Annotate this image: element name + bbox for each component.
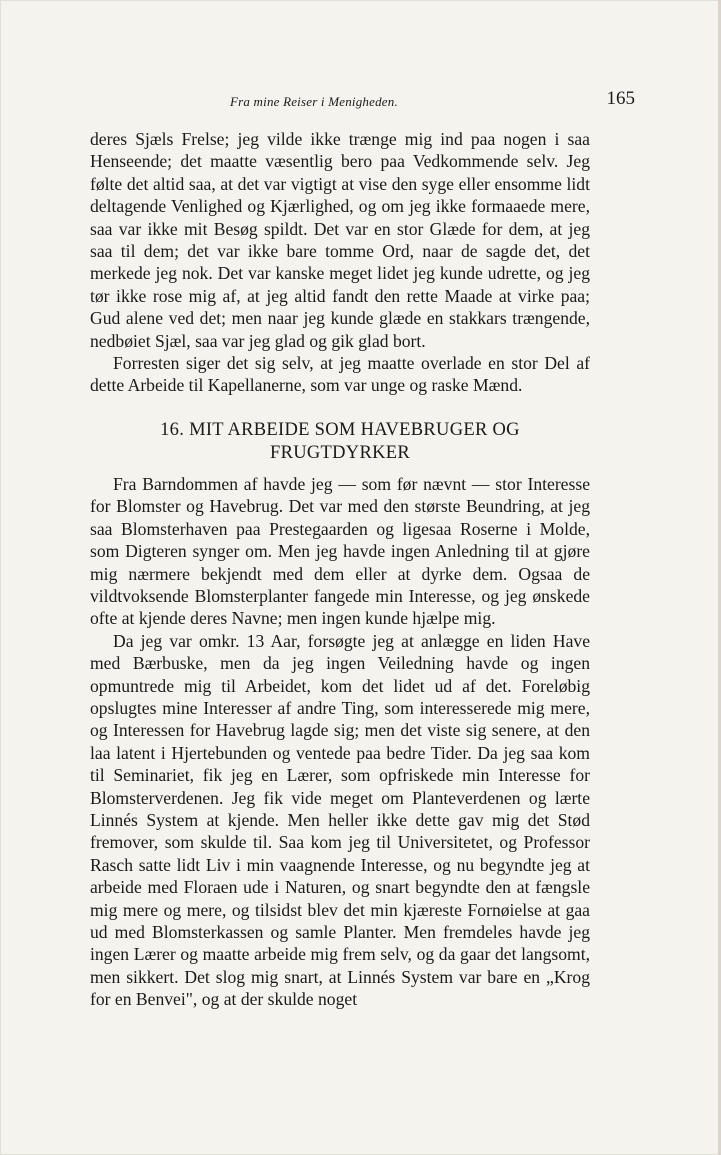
paragraph-1: deres Sjæls Frelse; jeg vilde ikke trænge mig ind paa nogen i saa Henseende; det maatte væsentlig bero paa Vedkommende selv. Jeg følte det altid saa, at det var vigtigt at vise den syge eller ensomme lidt deltagende Venlighed og Kjærlighed, og om jeg ikke formaaede mere, saa var ikke mit Besøg spildt. Det var en stor Glæde for dem, at jeg saa til dem; det var ikke bare tomme Ord, naar de sagde det, det merkede jeg nok. Det var kanske meget lidet jeg kunde udrette, og jeg tør ikke rose mig af, at jeg altid fandt den rette Maade at virke paa; Gud alene ved det; men naar jeg kunde glæde en stakkars trængende, nedbøiet Sjæl, saa var jeg glad og gik glad bort. <box>90 129 590 351</box>
running-head: Fra mine Reiser i Menigheden. <box>230 94 398 109</box>
section-heading <box>90 419 590 465</box>
page-header <box>90 88 635 118</box>
page-number: 165 <box>606 88 635 109</box>
body-text <box>90 128 590 1011</box>
paragraph-4: Da jeg var omkr. 13 Aar, forsøgte jeg at anlægge en liden Have med Bærbuske, men da jeg ingen Veiledning havde og ingen opmuntrede mig til Arbeidet, kom det lidet ud af det. Foreløbig opslugtes mine Interesser af andre Ting, som interesserede mig mere, og Interessen for Havebrug lagde sig; men det viste sig senere, at den laa latent i Hjertebunden og ventede paa bedre Tider. Da jeg saa kom til Seminariet, fik jeg en Lærer, som opfriskede min Interesse for Blomsterverdenen. Jeg fik vide meget om Planteverdenen og lærte Linnés System at kjende. Men heller ikke dette gav mig det Stød fremover, som skulde til. Saa kom jeg til Universitetet, og Professor Rasch satte lidt Liv i min vaagnende Interesse, og nu begyndte jeg at arbeide med Floraen ude i Naturen, og snart begyndte den at fængsle mig mere og mere, og tilsidst blev det min kjæreste Fornøielse at gaa ud med Blomsterkassen og samle Planter. Men fremdeles havde jeg ingen Lærer og maatte arbeide mig frem selv, og da gaar det langsomt, men sikkert. Det slog mig snart, at Linnés System var bare en „Krog for en Benvei", og at der skulde noget <box>90 630 590 1010</box>
paragraph-2: Forresten siger det sig selv, at jeg maatte overlade en stor Del af dette Arbeide til Kapellanerne, som var unge og raske Mænd. <box>90 353 590 396</box>
paragraph-3: Fra Barndommen af havde jeg — som før nævnt — stor Interesse for Blomster og Havebrug. Det var med den største Beundring, at jeg saa Blomsterhaven paa Prestegaarden og ligesaa Roserne i Molde, som Digteren synger om. Men jeg havde ingen Anledning til at gjøre mig nærmere bekjendt med dem eller at dyrke dem. Ogsaa de vildtvoksende Blomsterplanter fangede min Interesse, og jeg ønskede ofte at kjende deres Navne; men ingen kunde hjælpe mig. <box>90 473 590 629</box>
section-heading-line-1: 16. MIT ARBEIDE SOM HAVEBRUGER OG <box>160 419 520 440</box>
section-heading-line-2: FRUGTDYRKER <box>269 442 410 463</box>
